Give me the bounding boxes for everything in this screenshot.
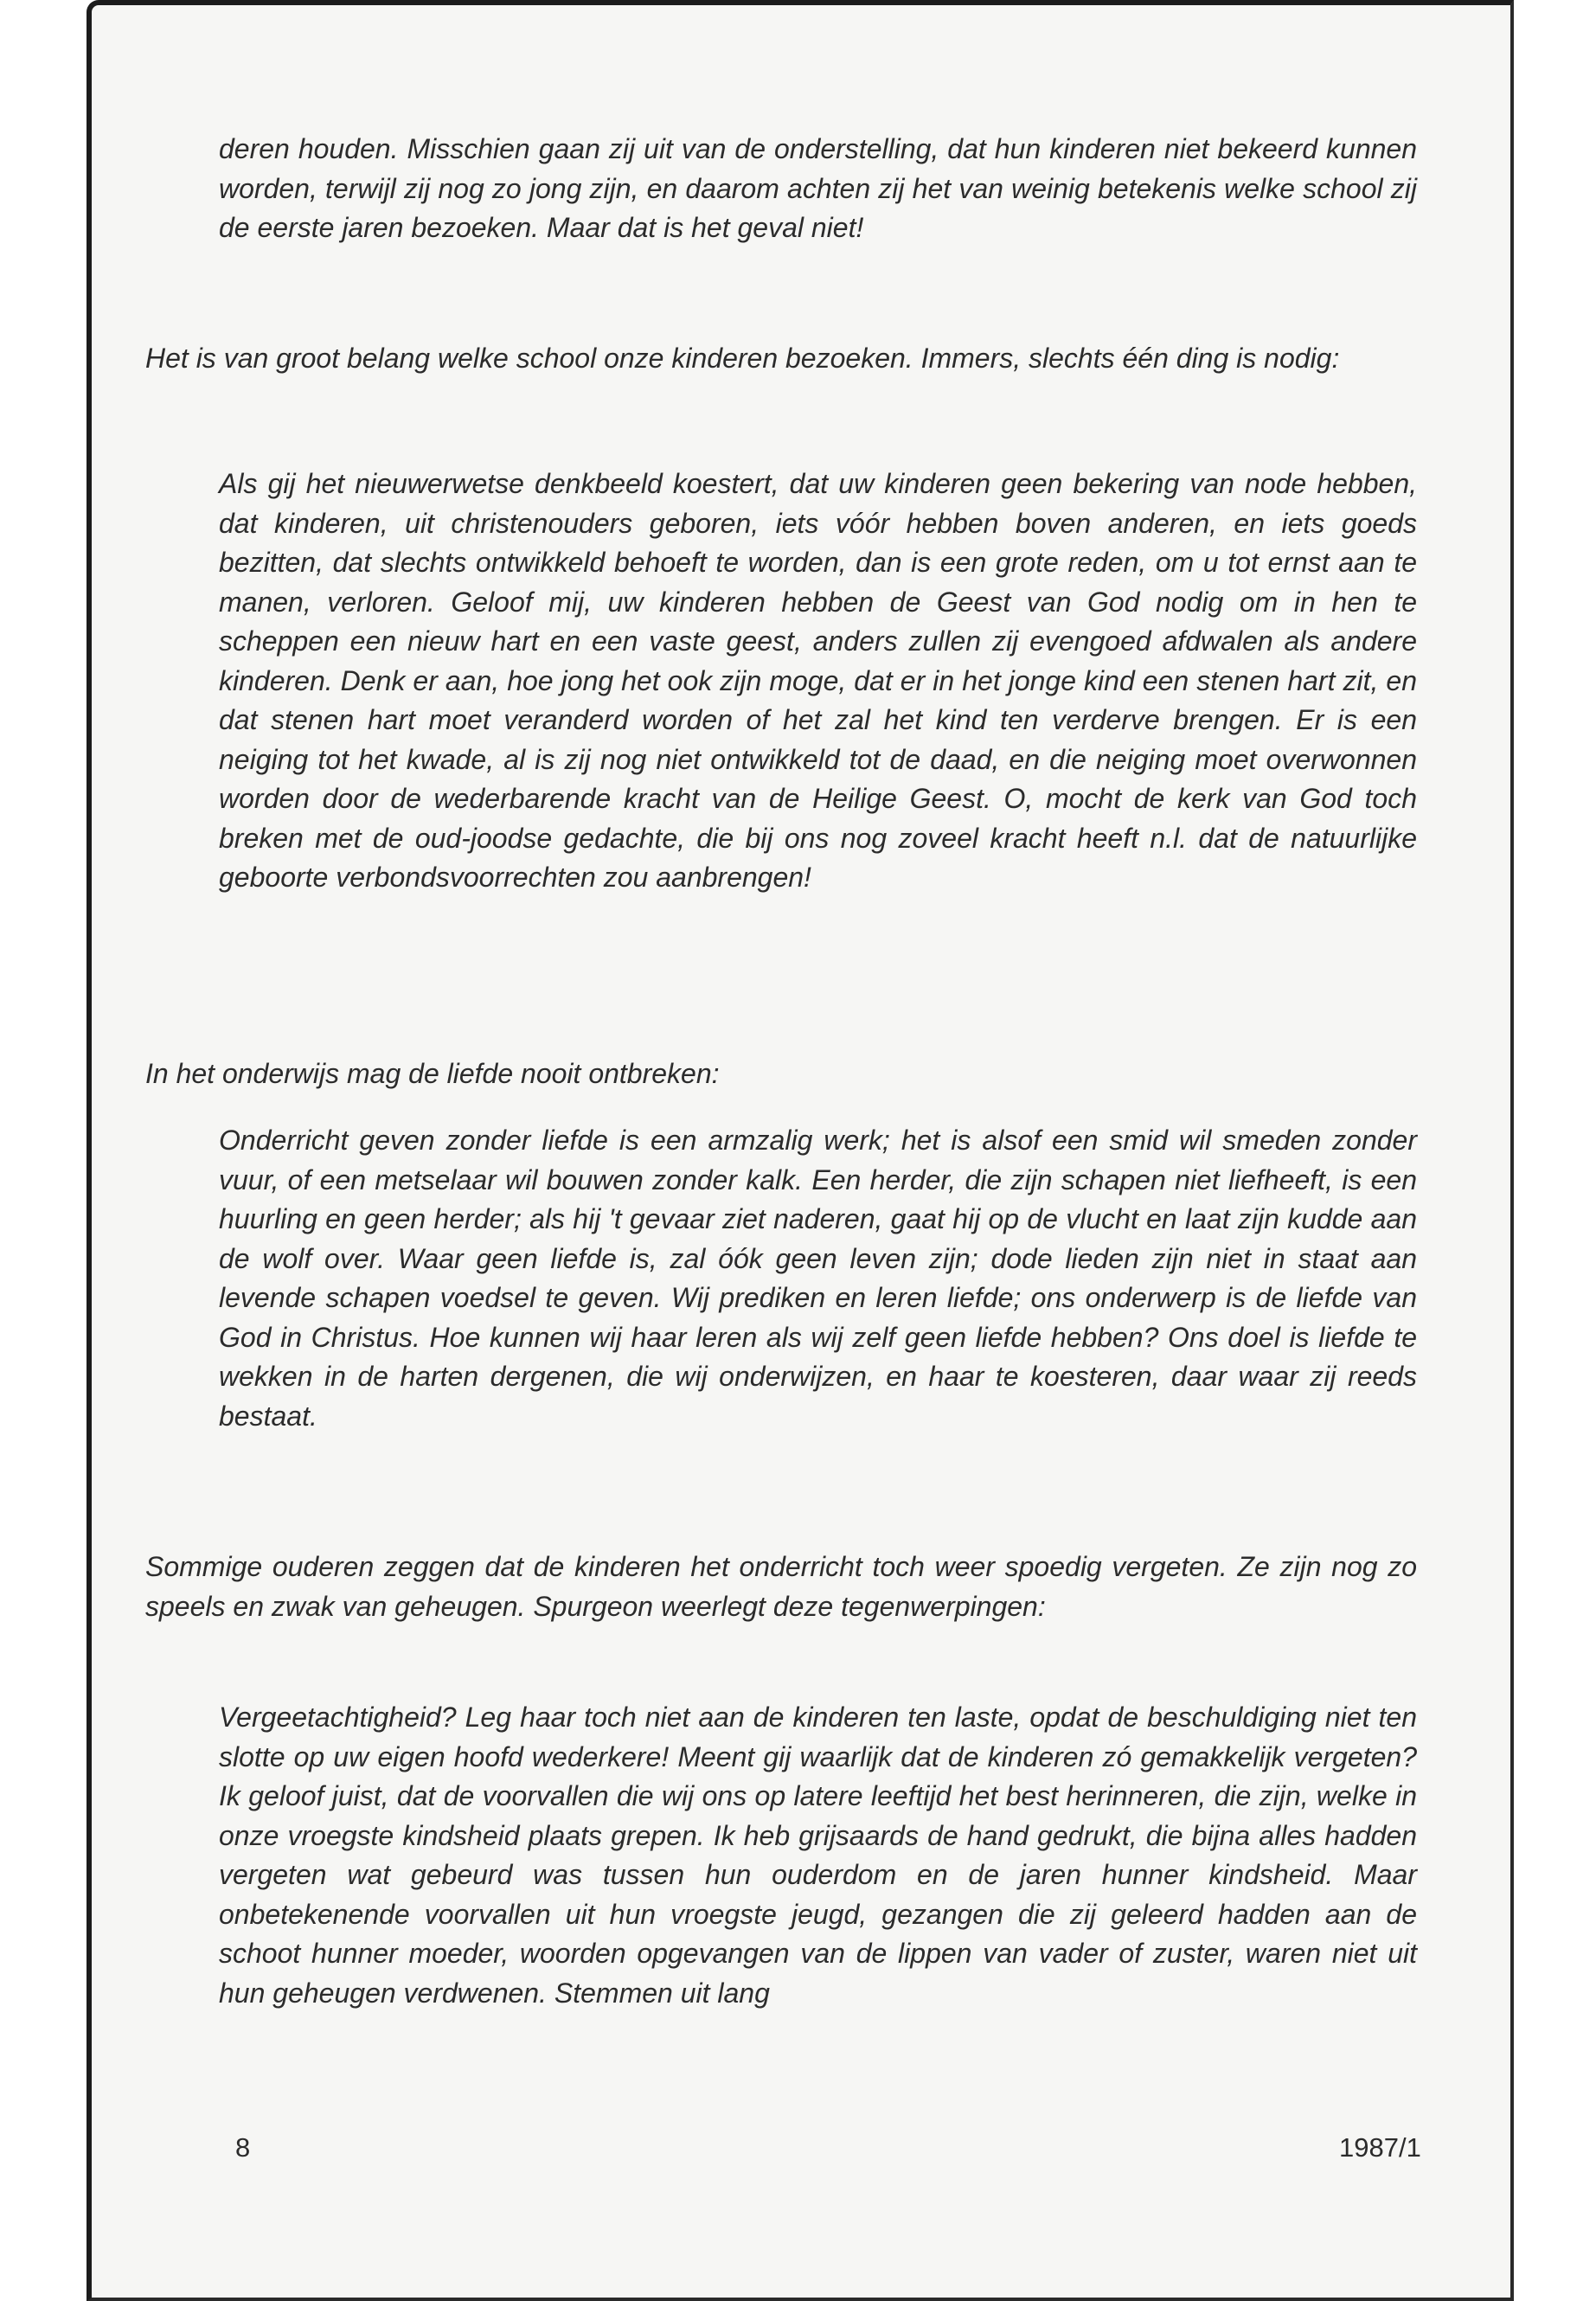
quote-paragraph-4: Vergeetachtigheid? Leg haar toch niet aan de kinderen ten laste, opdat de beschuldiging niet ten slotte op uw eigen hoofd wederkere! Meent gij waarlijk dat de kinderen zó gemakkelijk vergeten? Ik geloof juist, dat de voorvallen die wij ons op latere leeftijd het best herinneren, die zijn, welke in onze vroegste kindsheid plaats grepen. Ik heb grijsaards de hand gedrukt, die bijna alles hadden vergeten wat gebeurd was tussen hun ouderdom en de jaren hunner kindsheid. Maar onbetekenende voorvallen uit hun vroegste jeugd, gezangen die zij geleerd hadden aan de schoot hunner moeder, woorden opgevangen van de lippen van vader of zuster, waren niet uit hun geheugen verdwenen. Stemmen uit lang xyxy=(219,1702,1417,2009)
quote-paragraph-1: deren houden. Misschien gaan zij uit van de onderstelling, dat hun kinderen niet bekeerd kunnen worden, terwijl zij nog zo jong zijn, en daarom achten zij het van weinig betekenis welke school zij de eerste jaren bezoeken. Maar dat is het geval niet! xyxy=(219,133,1417,243)
body-paragraph-3: Sommige ouderen zeggen dat de kinderen het onderricht toch weer spoedig vergeten. Ze zijn nog zo speels en zwak van geheugen. Spurgeon weerlegt deze tegenwerpingen: xyxy=(145,1551,1417,1622)
issue-label: 1987/1 xyxy=(1339,2132,1421,2163)
page-number: 8 xyxy=(235,2132,251,2163)
quote-paragraph-2: Als gij het nieuwerwetse denkbeeld koestert, dat uw kinderen geen bekering van node hebben, dat kinderen, uit christenouders geboren, iets vóór hebben boven anderen, en iets goeds bezitten, dat slechts ontwikkeld behoeft te worden, dan is een grote reden, om u tot ernst aan te manen, verloren. Geloof mij, uw kinderen hebben de Geest van God nodig om in hen te scheppen een nieuw hart en een vaste geest, anders zullen zij evengoed afdwalen als andere kinderen. Denk er aan, hoe jong het ook zijn moge, dat er in het jonge kind een stenen hart zit, en dat stenen hart moet veranderd worden of het zal het kind ten verderve brengen. Er is een neiging tot het kwade, al is zij nog niet ontwikkeld tot de daad, en die neiging moet overwonnen worden door de wederbarende kracht van de Heilige Geest. O, mocht de kerk van God toch breken met de oud-joodse gedachte, die bij ons nog zoveel kracht heeft n.l. dat de natuurlijke geboorte verbondsvoorrechten zou aanbrengen! xyxy=(219,468,1417,893)
body-paragraph-2: In het onderwijs mag de liefde nooit ontbreken: xyxy=(145,1058,720,1089)
quote-paragraph-3: Onderricht geven zonder liefde is een armzalig werk; het is alsof een smid wil smeden zonder vuur, of een metselaar wil bouwen zonder kalk. Een herder, die zijn schapen niet liefheeft, is een huurling en geen herder; als hij 't gevaar ziet naderen, gaat hij op de vlucht en laat zijn kudde aan de wolf over. Waar geen liefde is, zal óók geen leven zijn; dode lieden zijn niet in staat aan levende schapen voedsel te geven. Wij prediken en leren liefde; ons onderwerp is de liefde van God in Christus. Hoe kunnen wij haar leren als wij zelf geen liefde hebben? Ons doel is liefde te wekken in de harten dergenen, die wij onderwijzen, en haar te koesteren, daar waar zij reeds bestaat. xyxy=(219,1125,1417,1432)
body-paragraph-1: Het is van groot belang welke school onze kinderen bezoeken. Immers, slechts één ding is nodig: xyxy=(145,343,1340,374)
